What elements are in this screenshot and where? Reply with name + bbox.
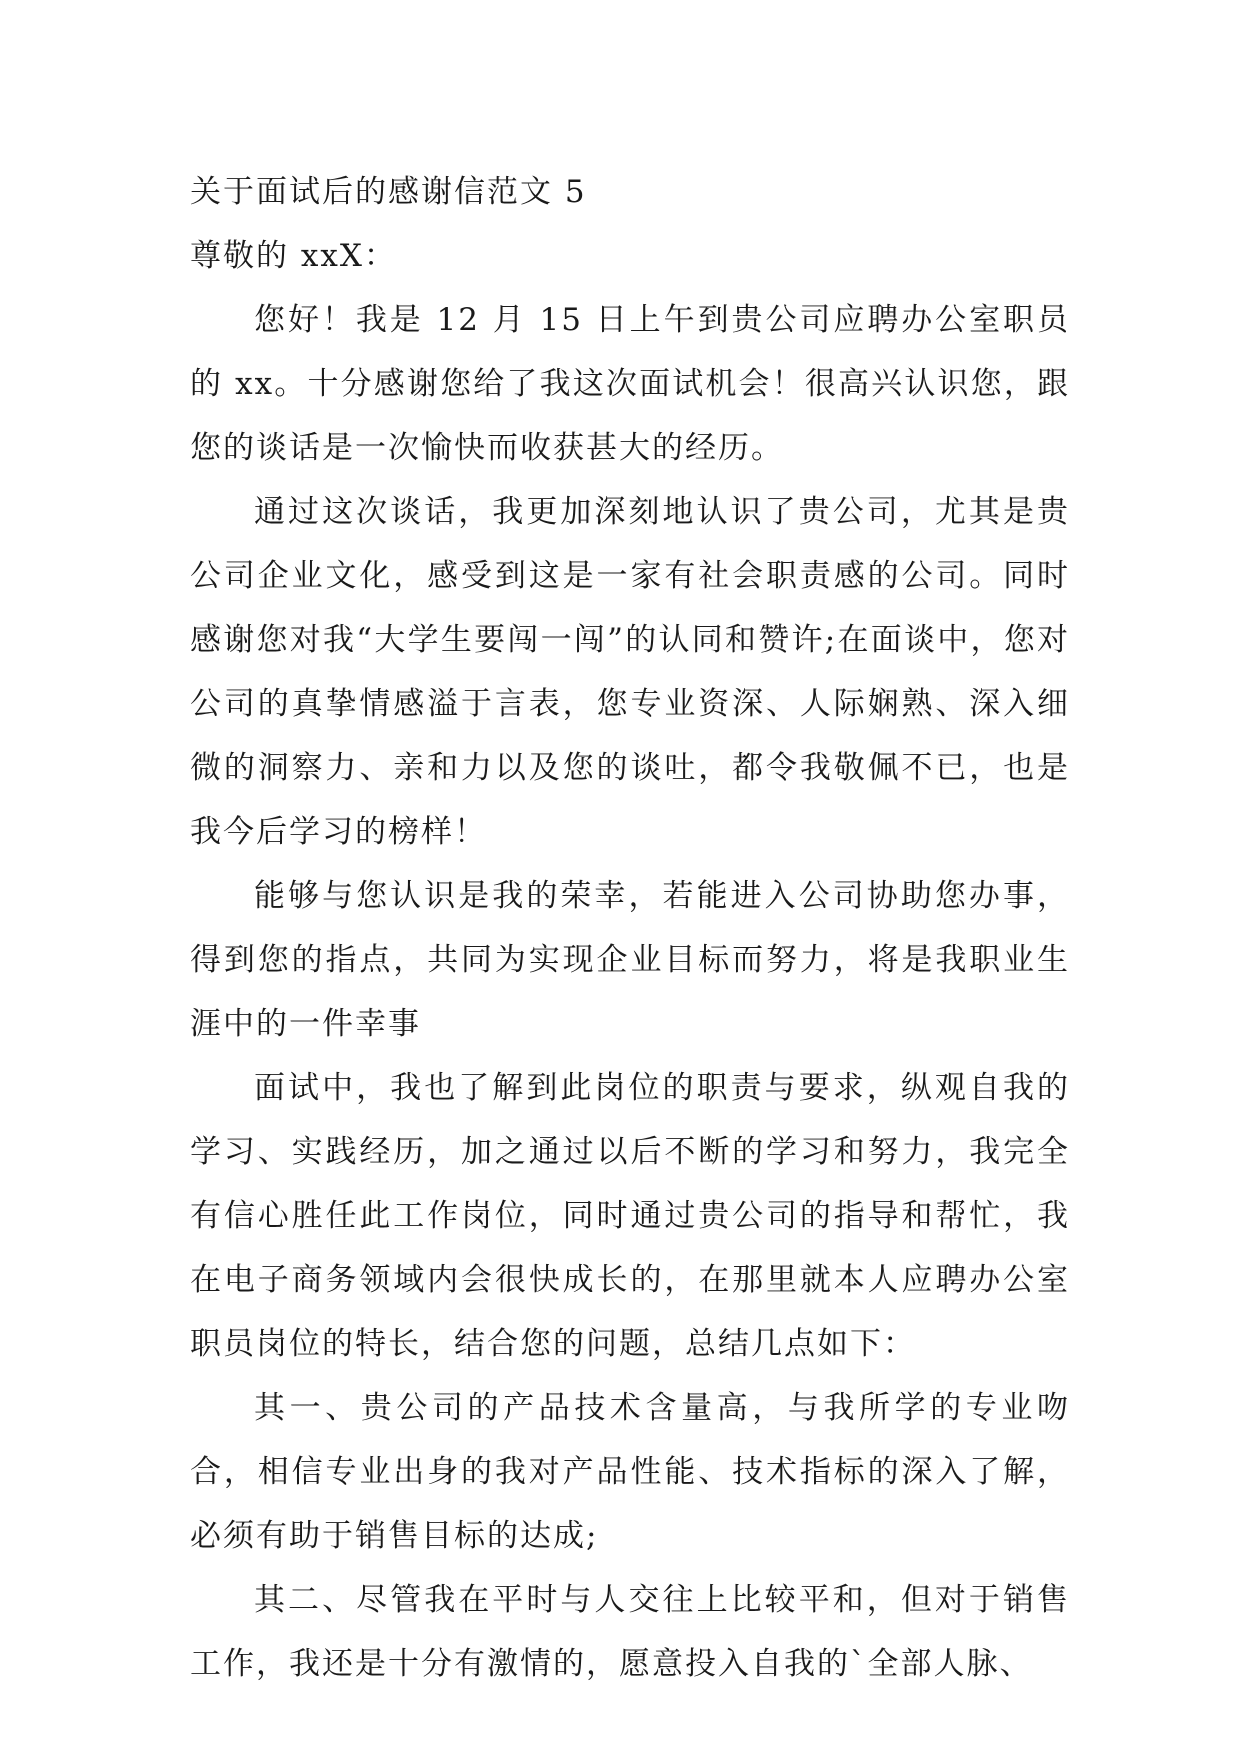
paragraph-6: 其二、尽管我在平时与人交往上比较平和，但对于销售工作，我还是十分有激情的，愿意投入自我的`全部人脉、 — [190, 1582, 1070, 1682]
paragraph-3: 能够与您认识是我的荣幸，若能进入公司协助您办事，得到您的指点，共同为实现企业目标而努力，将是我职业生涯中的一件幸事 — [190, 878, 1070, 1042]
paragraph-5: 其一、贵公司的产品技术含量高，与我所学的专业吻合，相信专业出身的我对产品性能、技术指标的深入了解，必须有助于销售目标的达成; — [190, 1390, 1070, 1554]
document-title: 关于面试后的感谢信范文 5 — [190, 174, 587, 210]
paragraph-2: 通过这次谈话，我更加深刻地认识了贵公司，尤其是贵公司企业文化，感受到这是一家有社会职责感的公司。同时感谢您对我“大学生要闯一闯”的认同和赞许;在面谈中，您对公司的真挚情感溢于言表，您专业资深、人际娴熟、深入细微的洞察力、亲和力以及您的谈吐，都令我敬佩不已，也是我今后学习的榜样！ — [190, 494, 1070, 850]
document-body — [190, 160, 1070, 1696]
paragraph-1: 您好！我是 12 月 15 日上午到贵公司应聘办公室职员的 xx。十分感谢您给了我这次面试机会！很高兴认识您，跟您的谈话是一次愉快而收获甚大的经历。 — [190, 302, 1070, 466]
salutation: 尊敬的 xxX： — [190, 238, 397, 274]
paragraph-4: 面试中，我也了解到此岗位的职责与要求，纵观自我的学习、实践经历，加之通过以后不断的学习和努力，我完全有信心胜任此工作岗位，同时通过贵公司的指导和帮忙，我在电子商务领域内会很快成长的，在那里就本人应聘办公室职员岗位的特长，结合您的问题，总结几点如下： — [190, 1070, 1070, 1362]
